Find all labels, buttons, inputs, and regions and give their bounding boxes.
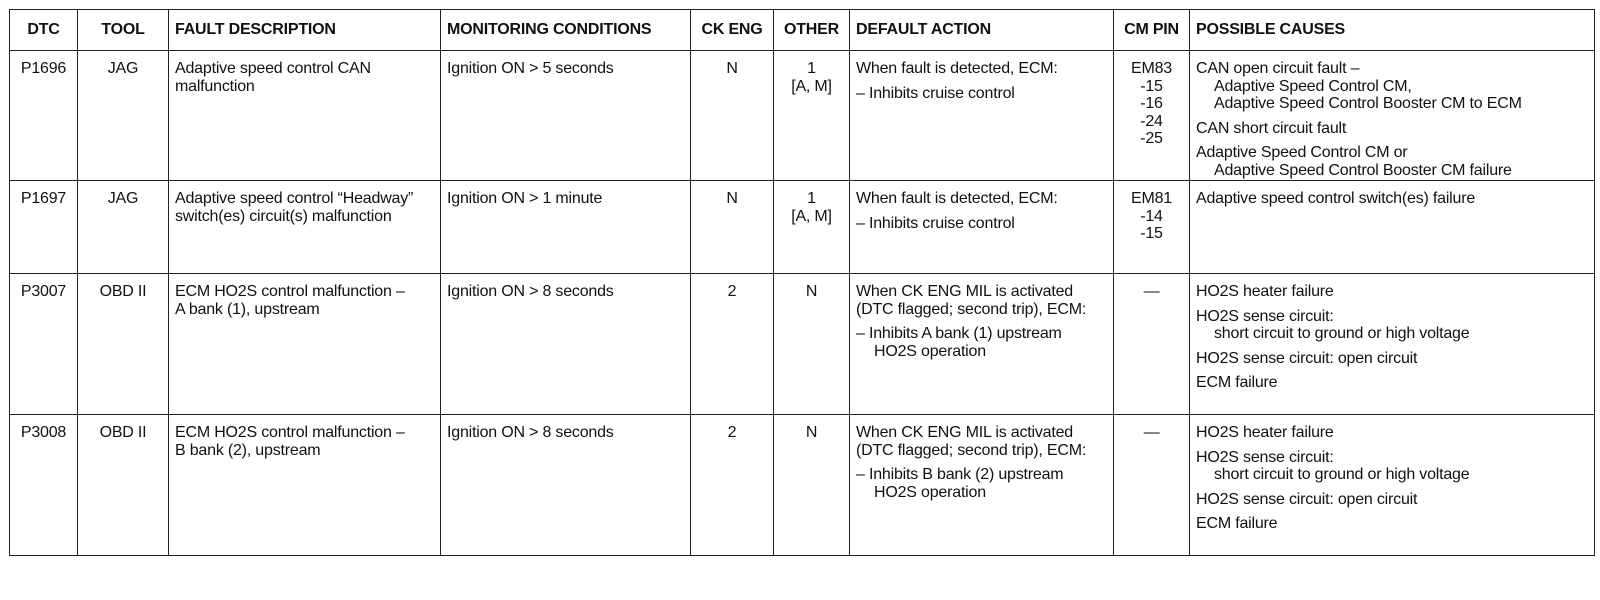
tool-cell [78,415,169,556]
dtc-table [9,9,1595,556]
cm-pin-cell [1114,181,1190,274]
table-row [10,181,1595,274]
possible-cause [1196,144,1588,179]
possible-causes-cell [1190,51,1595,181]
fault-description-line: Adaptive speed control “Headway” [175,190,414,207]
default-action-heading [856,60,1107,78]
default-action-heading-line: When fault is detected, ECM: [856,190,1058,207]
other-sub-value: [A, M] [791,77,832,95]
possible-cause-line: HO2S sense circuit: [1196,307,1334,325]
possible-causes-cell [1190,181,1595,274]
possible-cause [1196,350,1588,368]
default-action-cell [850,51,1114,181]
fault-description-line: switch(es) circuit(s) malfunction [175,207,392,225]
header-default-action: DEFAULT ACTION [850,10,1114,51]
possible-cause-line: ECM failure [1196,374,1278,392]
default-action-heading-line: When CK ENG MIL is activated [856,283,1073,300]
other-value: 1 [807,60,816,77]
default-action-heading-line: (DTC flagged; second trip), ECM: [856,300,1087,318]
default-action-bullet: – Inhibits cruise control [856,214,1015,232]
dtc-code-cell [10,415,78,556]
tool-name: JAG [107,60,139,77]
cm-pin-value: -14 [1140,207,1163,225]
other-value: N [805,424,818,441]
ck-eng-cell [691,51,774,181]
table-row [10,51,1595,181]
monitoring-conditions-cell [441,274,691,415]
default-action-heading-line: When fault is detected, ECM: [856,60,1058,77]
default-action-heading-line: (DTC flagged; second trip), ECM: [856,441,1087,459]
possible-cause [1196,308,1588,343]
cm-pin-value: -24 [1140,112,1163,130]
table-body [10,51,1595,556]
default-action-cell [850,415,1114,556]
ck-eng-value: N [726,190,738,207]
cm-pin-value: -15 [1140,225,1163,243]
possible-cause-continuation: short circuit to ground or high voltage [1214,325,1470,343]
possible-cause [1196,120,1588,138]
default-action-heading [856,190,1107,208]
possible-cause-line: Adaptive speed control switch(es) failure [1196,190,1476,207]
header-tool: TOOL [78,10,169,51]
fault-description-line: A bank (1), upstream [175,300,320,318]
cm-pin-cell [1114,51,1190,181]
default-action-bullet: – Inhibits A bank (1) upstream [856,325,1062,343]
possible-causes-cell [1190,415,1595,556]
possible-cause [1196,374,1588,392]
other-cell [774,51,850,181]
possible-cause [1196,515,1588,533]
default-action-cell [850,274,1114,415]
header-possible-causes: POSSIBLE CAUSES [1190,10,1595,51]
possible-cause-line: HO2S sense circuit: [1196,448,1334,466]
ck-eng-cell [691,415,774,556]
ck-eng-value: N [726,60,738,77]
possible-cause [1196,449,1588,484]
fault-description-line: Adaptive speed control CAN [175,60,371,77]
table-row [10,274,1595,415]
dtc-code-cell [10,274,78,415]
cm-pin-value: — [1143,283,1160,300]
monitoring-condition: Ignition ON > 8 seconds [447,424,614,441]
default-action-heading [856,283,1107,318]
cm-pin-value: -25 [1140,130,1163,148]
possible-cause [1196,190,1588,208]
possible-cause-line: HO2S sense circuit: open circuit [1196,349,1418,367]
header-ck-eng: CK ENG [691,10,774,51]
fault-description-cell [169,51,441,181]
monitoring-conditions-cell [441,51,691,181]
possible-cause [1196,424,1588,442]
tool-cell [78,274,169,415]
header-fault-description: FAULT DESCRIPTION [169,10,441,51]
cm-pin-value: EM81 [1131,190,1172,207]
header-cm-pin: CM PIN [1114,10,1190,51]
possible-cause-continuation: Adaptive Speed Control CM, [1214,77,1412,95]
other-cell [774,415,850,556]
cm-pin-cell [1114,274,1190,415]
possible-cause [1196,491,1588,509]
default-action-bullet: – Inhibits B bank (2) upstream [856,466,1064,484]
possible-cause-line: HO2S heater failure [1196,283,1334,300]
default-action-cell [850,181,1114,274]
tool-name: OBD II [99,424,147,441]
dtc-code: P1696 [20,60,67,77]
other-value: N [805,283,818,300]
possible-cause-line: HO2S heater failure [1196,424,1334,441]
other-value: 1 [807,190,816,207]
default-action-bullet: HO2S operation [874,483,986,501]
header-dtc: DTC [10,10,78,51]
fault-description-cell [169,181,441,274]
possible-causes-cell [1190,274,1595,415]
dtc-code: P3007 [20,283,67,300]
dtc-code-cell [10,181,78,274]
default-action-heading-line: When CK ENG MIL is activated [856,424,1073,441]
cm-pin-value: -16 [1140,95,1163,113]
dtc-code: P1697 [20,190,67,207]
fault-description-cell [169,415,441,556]
header-other: OTHER [774,10,850,51]
monitoring-condition: Ignition ON > 5 seconds [447,60,614,77]
possible-cause-line: ECM failure [1196,515,1278,533]
table-header-row [10,10,1595,51]
other-cell [774,181,850,274]
table-row [10,415,1595,556]
tool-cell [78,181,169,274]
possible-cause [1196,60,1588,113]
other-sub-value: [A, M] [791,207,832,225]
possible-cause-line: Adaptive Speed Control CM or [1196,144,1408,162]
tool-name: OBD II [99,283,147,300]
monitoring-condition: Ignition ON > 1 minute [447,190,603,207]
tool-name: JAG [107,190,139,207]
fault-description-cell [169,274,441,415]
header-monitoring-conditions: MONITORING CONDITIONS [441,10,691,51]
cm-pin-value: EM83 [1131,60,1172,77]
monitoring-condition: Ignition ON > 8 seconds [447,283,614,300]
default-action-bullet: HO2S operation [874,342,986,360]
cm-pin-value: — [1143,424,1160,441]
possible-cause-line: CAN open circuit fault – [1196,60,1360,77]
fault-description-line: ECM HO2S control malfunction – [175,283,405,300]
possible-cause-continuation: Adaptive Speed Control Booster CM to ECM [1214,95,1522,113]
dtc-code-cell [10,51,78,181]
possible-cause-line: HO2S sense circuit: open circuit [1196,490,1418,508]
fault-description-line: malfunction [175,77,255,95]
possible-cause-line: CAN short circuit fault [1196,119,1347,137]
ck-eng-value: 2 [727,424,737,441]
monitoring-conditions-cell [441,415,691,556]
default-action-bullet: – Inhibits cruise control [856,84,1015,102]
default-action-heading [856,424,1107,459]
fault-description-line: ECM HO2S control malfunction – [175,424,405,441]
monitoring-conditions-cell [441,181,691,274]
tool-cell [78,51,169,181]
cm-pin-value: -15 [1140,77,1163,95]
possible-cause [1196,283,1588,301]
fault-description-line: B bank (2), upstream [175,441,321,459]
dtc-code: P3008 [20,424,67,441]
possible-cause-continuation: short circuit to ground or high voltage [1214,466,1470,484]
ck-eng-cell [691,274,774,415]
cm-pin-cell [1114,415,1190,556]
ck-eng-cell [691,181,774,274]
other-cell [774,274,850,415]
ck-eng-value: 2 [727,283,737,300]
possible-cause-continuation: Adaptive Speed Control Booster CM failure [1214,161,1512,179]
